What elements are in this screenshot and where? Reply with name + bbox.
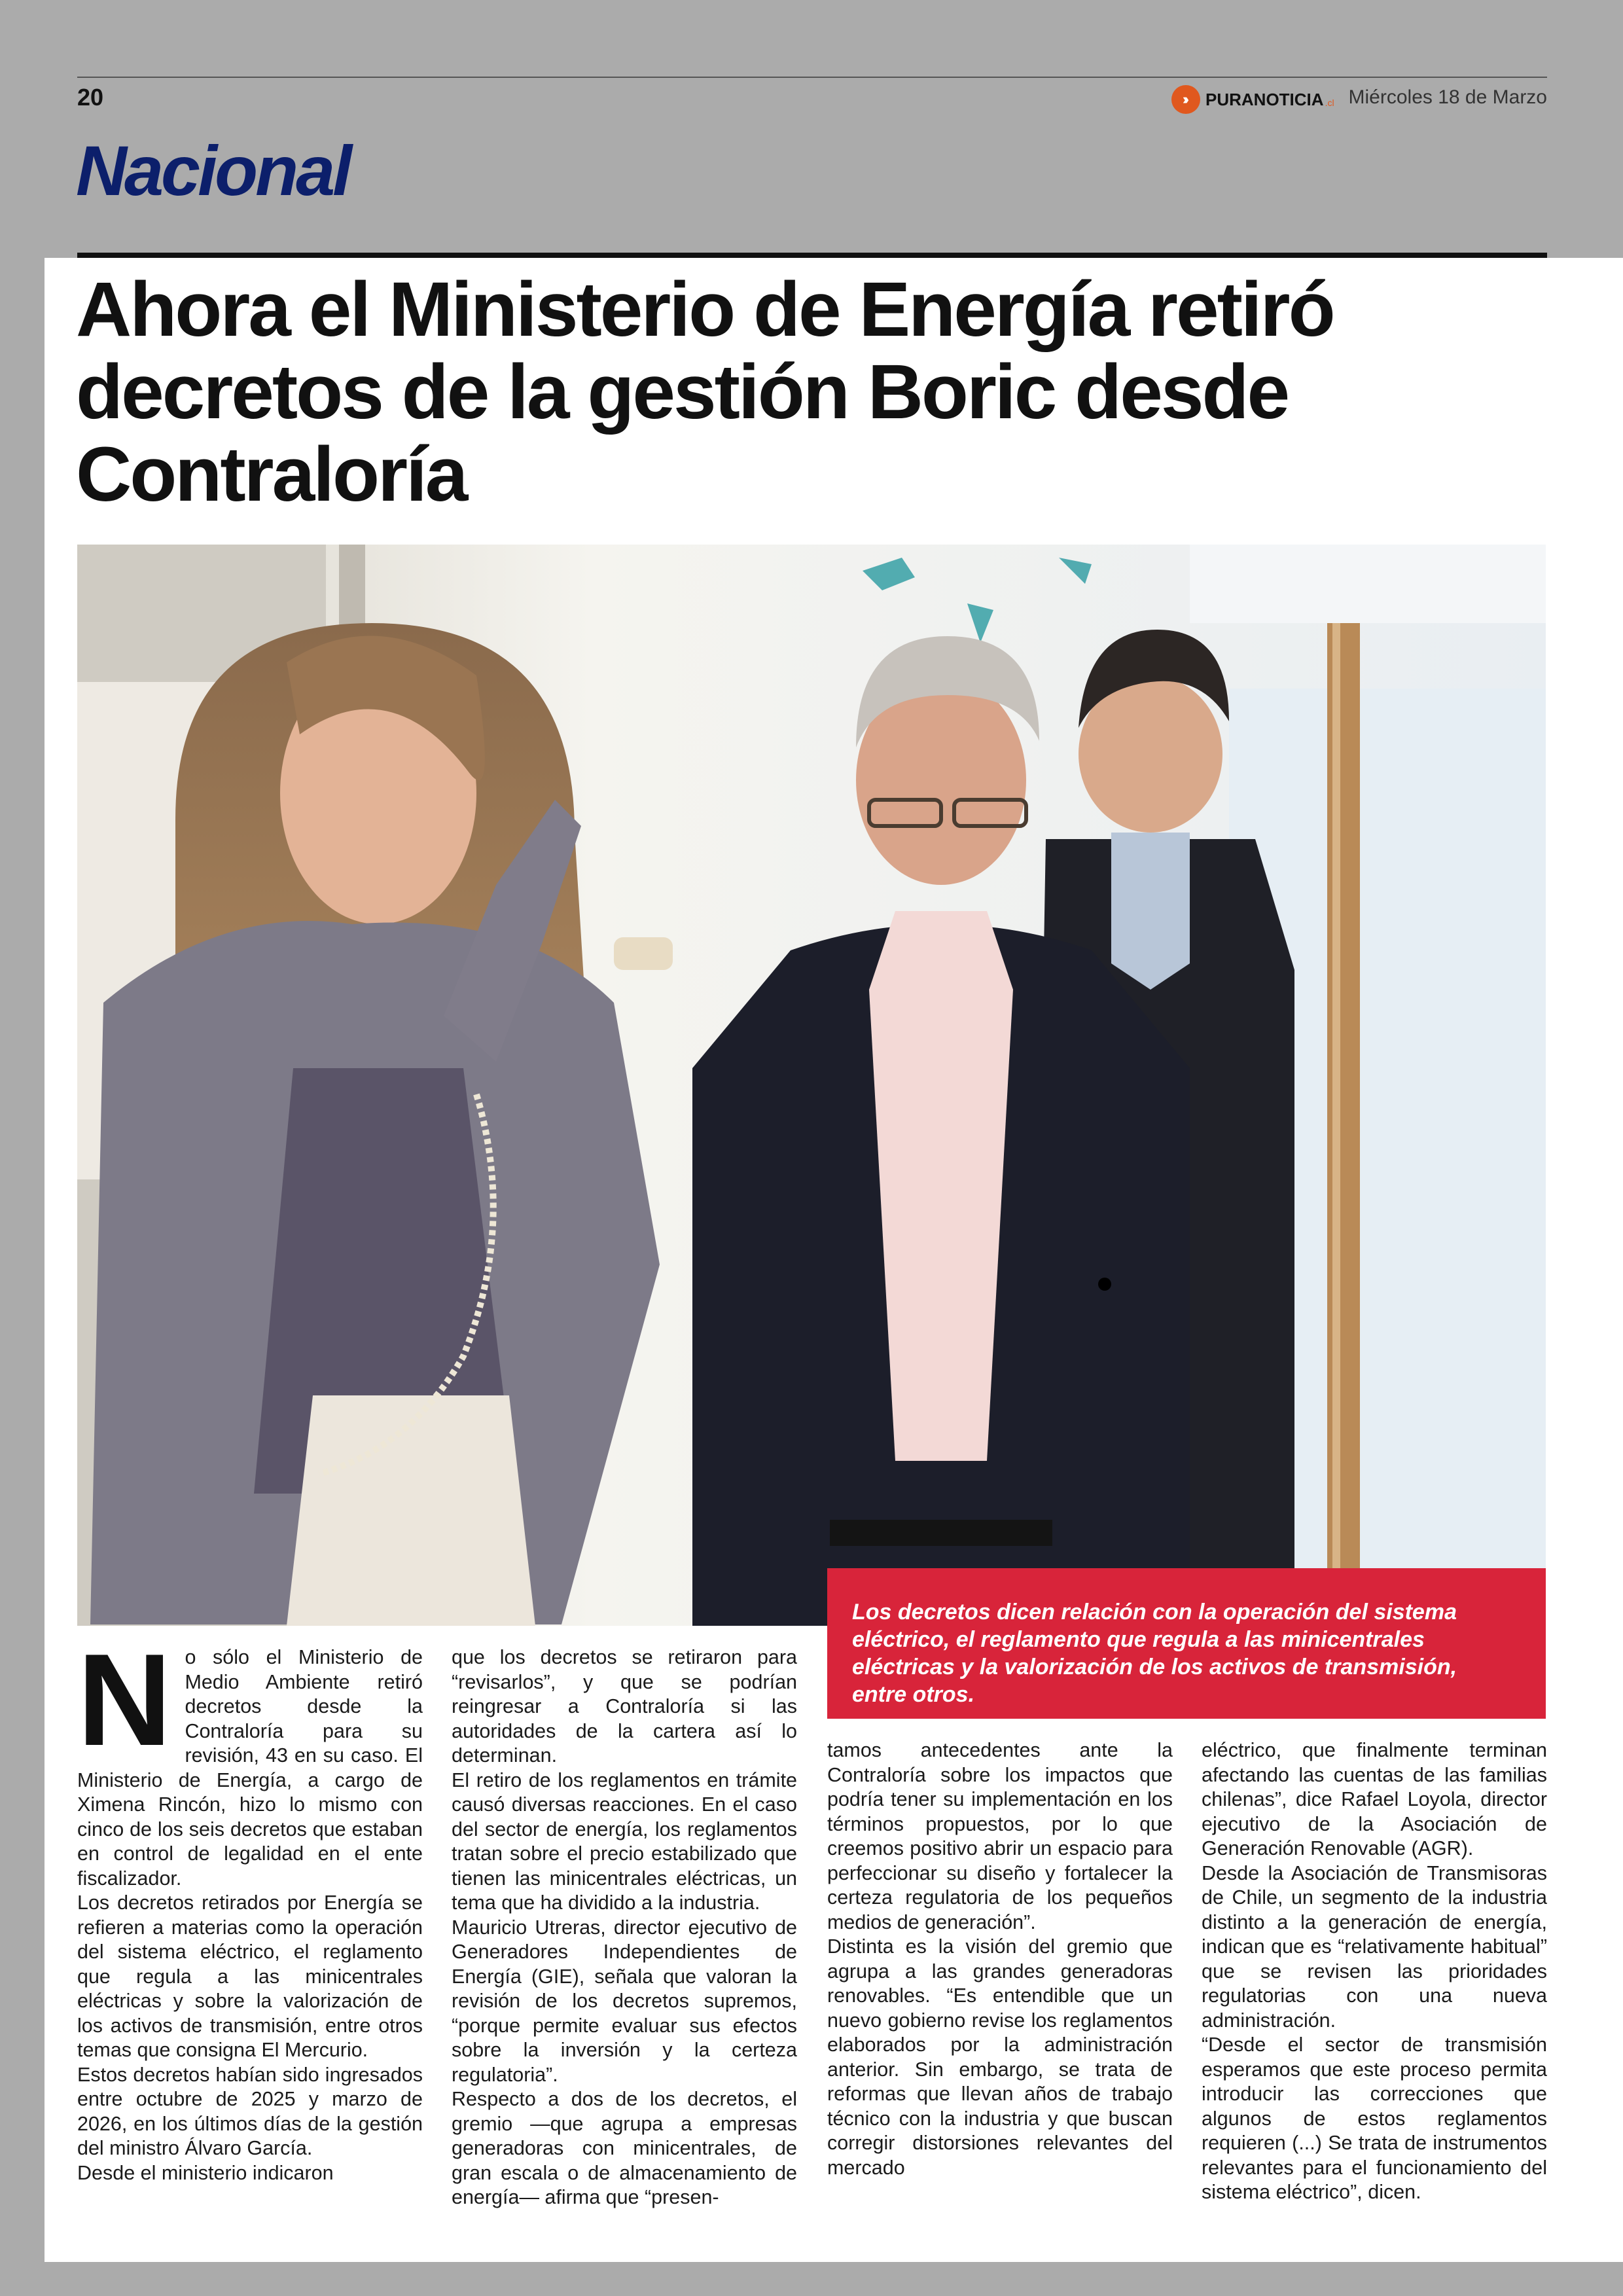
- drop-cap: N: [77, 1627, 172, 1773]
- issue-date: Miércoles 18 de Marzo: [1348, 86, 1547, 108]
- paragraph: eléctrico, que finalmente terminan afectando las cuentas de las familias chilenas”, dice Rafael Loyola, director ejecutivo de la Asociación de Generación Renovable (AGR).: [1202, 1739, 1547, 1859]
- article-column-3: [827, 1738, 1173, 2180]
- header-rule: [77, 77, 1547, 78]
- play-arrows-icon: ›››: [1171, 85, 1200, 114]
- paragraph: Los decretos retirados por Energía se refieren a materias como la operación del sistema eléctrico, el reglamento que regula a las minicentrales eléctricas y sobre la valorización de los activos de transmisión, entre otros temas que consigna El Mercurio.: [77, 1892, 423, 2061]
- paragraph: Estos decretos habían sido ingresados entre octubre de 2025 y marzo de 2026, en los últimos días de la gestión del ministro Álvaro García.: [77, 2063, 423, 2159]
- brand-suffix: .cl: [1325, 98, 1334, 108]
- paragraph: “Desde el sector de transmisión esperamos que este proceso permita introducir las correcciones que algunos de estos reglamentos requieren (...) Se trata de instrumentos relevantes para el funcionamiento del sistema eléctrico”, dicen.: [1202, 2034, 1547, 2203]
- paragraph: tamos antecedentes ante la Contraloría sobre los impactos que podría tener su implementación en los términos propuestos, por lo que creemos positivo abrir un espacio para perfeccionar su diseño y fortalecer la certeza regulatoria de los pequeños medios de generación”.: [827, 1739, 1173, 1933]
- article-column-2: [452, 1645, 797, 2210]
- paragraph: El retiro de los reglamentos en trámite causó diversas reacciones. En el caso del sector de energía, los reglamentos tratan sobre el precio estabilizado que tienen las minicentrales eléctricas, un tema que ha dividido a la industria.: [452, 1768, 797, 1914]
- section-title: Nacional: [76, 131, 350, 210]
- paragraph: que los decretos se retiraron para “revisarlos”, y que se podrían reingresar a Contraloría si las autoridades de la cartera así lo determinan.: [452, 1646, 797, 1767]
- paragraph: Respecto a dos de los decretos, el gremio —que agrupa a empresas generadoras con minicentrales, de gran escala o de almacenamiento de energía— afirma que “presen-: [452, 2088, 797, 2208]
- paragraph: Mauricio Utreras, director ejecutivo de Generadores Independientes de Energía (GIE), señala que valoran la revisión de los decretos supremos, “porque permite evaluar sus efectos sobre la inversión y la certeza regulatoria”.: [452, 1916, 797, 2086]
- article-headline: Ahora el Ministerio de Energía retiró decretos de la gestión Boric desde Contraloría: [76, 266, 1334, 518]
- paragraph: Distinta es la visión del gremio que agrupa a las grandes generadoras renovables. “Es entendible que un nuevo gobierno revise los reglamentos elaborados por la administración anterior. Sin embargo, se trata de reformas que llevan años de trabajo técnico con la industria y que buscan corregir distorsiones relevantes del mercado: [827, 1935, 1173, 2179]
- section-rule: [77, 253, 1547, 258]
- page-number: 20: [77, 84, 104, 111]
- article-column-4: [1202, 1738, 1547, 2205]
- article-column-1: [77, 1627, 423, 2185]
- article-photo: [77, 545, 1546, 1626]
- brand-logo[interactable]: [1171, 85, 1334, 114]
- paragraph: o sólo el Ministerio de Medio Ambiente retiró decretos desde la Contraloría para su revisión, 43 en su caso. El Ministerio de Energía, a cargo de Ximena Rincón, hizo lo mismo con cinco de los seis decretos que estaban en control de legalidad en el ente fiscalizador.: [77, 1646, 423, 1890]
- photo-caption: Los decretos dicen relación con la operación del sistema eléctrico, el reglamento que regula a las minicentrales eléctricas y la valorización de los activos de transmisión, entre otros.: [827, 1568, 1546, 1719]
- brand-name: PURANOTICIA: [1205, 89, 1324, 109]
- paragraph: Desde el ministerio indicaron: [77, 2161, 334, 2184]
- paragraph: Desde la Asociación de Transmisoras de Chile, un segmento de la industria distinto a la generación de energía, indican que es “relativamente habitual” que se revisen las prioridades regulatorias con una nueva administración.: [1202, 1861, 1547, 2032]
